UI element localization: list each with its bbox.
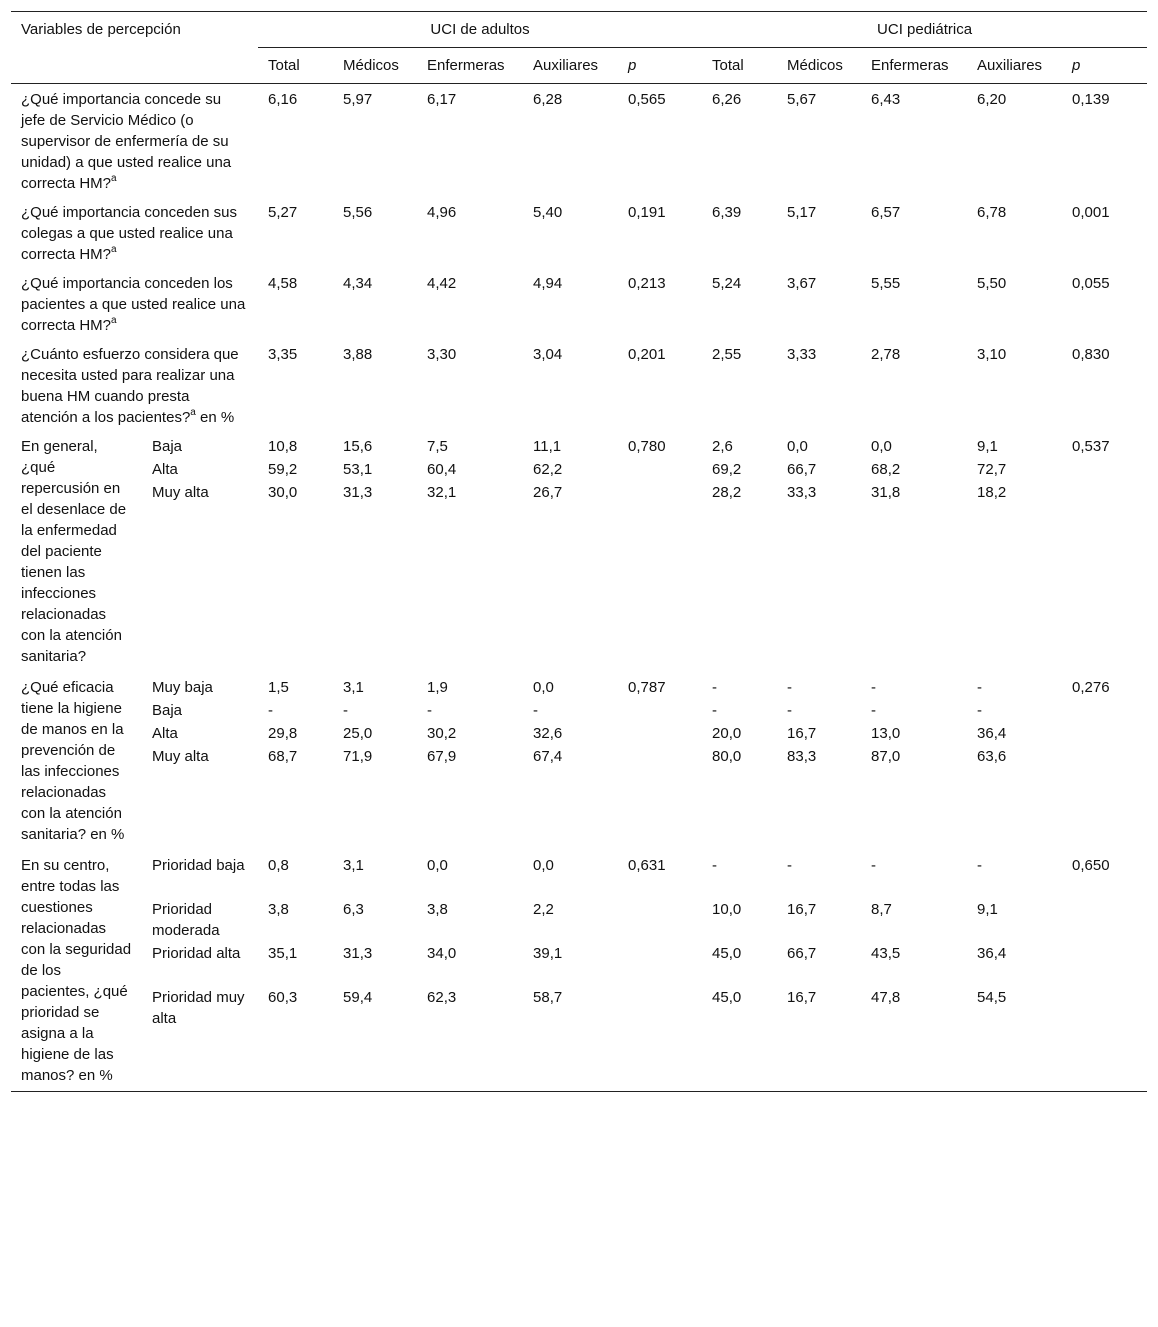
value: -: [787, 702, 793, 719]
value: 43,5: [871, 945, 901, 962]
value: -: [533, 702, 539, 719]
value: 11,1: [533, 438, 562, 455]
value: 31,8: [871, 484, 901, 501]
col-auxiliares-adults: Auxiliares: [523, 48, 618, 84]
value: -: [871, 679, 877, 696]
value: 3,8: [268, 901, 289, 918]
value-cell: 5,27: [268, 204, 298, 221]
col-total-adults: Total: [258, 48, 333, 84]
value: 68,7: [268, 748, 298, 765]
col-medicos-pediatric: Médicos: [777, 48, 861, 84]
value: 45,0: [712, 989, 742, 1006]
value: 80,0: [712, 748, 742, 765]
value: -: [427, 702, 433, 719]
value: -: [343, 702, 349, 719]
value: 1,9: [427, 679, 448, 696]
value: 58,7: [533, 989, 563, 1006]
header-blank: [11, 48, 258, 84]
value: 54,5: [977, 989, 1007, 1006]
question-cell: ¿Qué importancia concede su jefe de Servicio Médico (o supervisor de enfermería de su unidad) a que usted realice una correcta HM?$^a$: [21, 91, 232, 192]
value: 9,1: [977, 901, 998, 918]
value: 9,1: [977, 438, 998, 455]
table-row: [11, 84, 1147, 198]
pediatric-group-header: UCI pediátrica: [702, 12, 1147, 48]
value-cell: 4,34: [343, 275, 373, 292]
p-value-cell: 0,001: [1072, 204, 1110, 221]
value: 2,2: [533, 901, 554, 918]
value-cell: 6,78: [977, 204, 1007, 221]
level-label: Alta: [152, 725, 178, 742]
level-label: Muy baja: [152, 679, 213, 696]
value-cell: [258, 672, 333, 850]
value: 31,3: [343, 484, 373, 501]
value: -: [712, 857, 718, 874]
value: -: [977, 679, 983, 696]
p-value-cell: 0,787: [628, 679, 666, 696]
value-cell: 5,24: [712, 275, 742, 292]
value: 68,2: [871, 461, 901, 478]
value-cell: 6,17: [427, 91, 457, 108]
value-cell: [702, 672, 777, 850]
value: 15,6: [343, 438, 373, 455]
value: 30,2: [427, 725, 457, 742]
perception-table: [11, 11, 1147, 1092]
col-medicos-adults: Médicos: [333, 48, 417, 84]
col-p-pediatric: p: [1062, 48, 1147, 84]
value-cell: 3,88: [343, 346, 373, 363]
value: 39,1: [533, 945, 563, 962]
level-label: Muy alta: [152, 484, 209, 501]
value: 16,7: [787, 989, 817, 1006]
group-header-row: [11, 12, 1147, 48]
value-cell: 3,10: [977, 346, 1007, 363]
subcolumn-header-row: [11, 48, 1147, 84]
level-label: Alta: [152, 461, 178, 478]
value-cell: 3,35: [268, 346, 298, 363]
value: 0,0: [427, 857, 448, 874]
value-cell: 6,43: [871, 91, 901, 108]
p-value-cell: 0,276: [1072, 679, 1110, 696]
value-cell: [702, 850, 777, 1092]
value: 67,4: [533, 748, 563, 765]
p-value-cell: 0,780: [628, 438, 666, 455]
value-cell: 4,96: [427, 204, 457, 221]
value: 67,9: [427, 748, 457, 765]
value: -: [712, 702, 718, 719]
table-row-group-repercusion: [11, 431, 1147, 672]
value-cell: 5,55: [871, 275, 901, 292]
question-cell: ¿Qué eficacia tiene la higiene de manos en la prevención de las infecciones relacionadas con la atención sanitaria? en %: [21, 679, 125, 843]
value: 59,2: [268, 461, 298, 478]
value: -: [871, 702, 877, 719]
value: 26,7: [533, 484, 563, 501]
level-label: Prioridad muy alta: [152, 989, 245, 1027]
value: 59,4: [343, 989, 373, 1006]
value: -: [268, 702, 274, 719]
value-cell: 4,42: [427, 275, 457, 292]
question-cell: En su centro, entre todas las cuestiones relacionadas con la seguridad de los pacientes, ¿qué prioridad se asigna a la higiene de las manos? en %: [21, 857, 132, 1084]
value-cell: 5,67: [787, 91, 817, 108]
value-cell: 6,20: [977, 91, 1007, 108]
level-cell: [142, 431, 258, 672]
value: 29,8: [268, 725, 298, 742]
value: 16,7: [787, 725, 817, 742]
value: -: [787, 679, 793, 696]
value: 8,7: [871, 901, 892, 918]
value-cell: [417, 850, 523, 1092]
value: 0,0: [533, 857, 554, 874]
level-cell: [142, 672, 258, 850]
table-row: [11, 268, 1147, 339]
col-enfermeras-pediatric: Enfermeras: [861, 48, 967, 84]
value: 33,3: [787, 484, 817, 501]
value: 32,6: [533, 725, 563, 742]
value: 0,8: [268, 857, 289, 874]
value-cell: 4,58: [268, 275, 298, 292]
level-label: Prioridad baja: [152, 857, 245, 874]
value: 28,2: [712, 484, 742, 501]
p-value-cell: 0,213: [628, 275, 666, 292]
value: 3,8: [427, 901, 448, 918]
value: 31,3: [343, 945, 373, 962]
table-row-group-prioridad: [11, 850, 1147, 1092]
value-cell: [523, 850, 618, 1092]
value-cell: 6,26: [712, 91, 742, 108]
value: 60,4: [427, 461, 457, 478]
level-label: Baja: [152, 702, 183, 719]
value: 25,0: [343, 725, 373, 742]
value: 6,3: [343, 901, 364, 918]
value: 60,3: [268, 989, 298, 1006]
value-cell: 5,97: [343, 91, 373, 108]
value: -: [787, 857, 793, 874]
value: 7,5: [427, 438, 448, 455]
value: 71,9: [343, 748, 373, 765]
value-cell: [523, 431, 618, 672]
value: 34,0: [427, 945, 457, 962]
value: 13,0: [871, 725, 901, 742]
value: 87,0: [871, 748, 901, 765]
value: 63,6: [977, 748, 1007, 765]
p-value-cell: 0,631: [628, 857, 666, 874]
col-total-pediatric: Total: [702, 48, 777, 84]
value-cell: [777, 850, 861, 1092]
value: -: [977, 702, 983, 719]
table-row-group-eficacia: [11, 672, 1147, 850]
p-value-cell: 0,055: [1072, 275, 1110, 292]
value: -: [977, 857, 983, 874]
value-cell: 5,40: [533, 204, 563, 221]
question-cell: ¿Qué importancia conceden sus colegas a que usted realice una correcta HM?$^a$: [21, 204, 237, 263]
value: 0,0: [533, 679, 554, 696]
value-cell: [333, 850, 417, 1092]
p-value-cell: 0,191: [628, 204, 666, 221]
value-cell: [523, 672, 618, 850]
value: 69,2: [712, 461, 742, 478]
value-cell: [258, 850, 333, 1092]
table-row: [11, 197, 1147, 268]
level-cell: [142, 850, 258, 1092]
value: 32,1: [427, 484, 457, 501]
level-label: Prioridad alta: [152, 945, 241, 962]
value-cell: 6,39: [712, 204, 742, 221]
level-label: Muy alta: [152, 748, 209, 765]
col-enfermeras-adults: Enfermeras: [417, 48, 523, 84]
value: 66,7: [787, 461, 817, 478]
value-cell: 6,57: [871, 204, 901, 221]
value: 0,0: [871, 438, 892, 455]
value: 62,3: [427, 989, 457, 1006]
value: 2,6: [712, 438, 733, 455]
value: 62,2: [533, 461, 563, 478]
value-cell: [967, 850, 1062, 1092]
value: 3,1: [343, 679, 364, 696]
question-cell: En general, ¿qué repercusión en el desenlace de la enfermedad del paciente tienen las infecciones relacionadas con la atención sanitaria?: [21, 438, 127, 665]
p-value-cell: 0,650: [1072, 857, 1110, 874]
value-cell: [861, 850, 967, 1092]
question-cell: ¿Qué importancia conceden los pacientes a que usted realice una correcta HM?$^a$: [21, 275, 246, 334]
value: 10,8: [268, 438, 298, 455]
value: 18,2: [977, 484, 1007, 501]
p-value-cell: 0,830: [1072, 346, 1110, 363]
question-cell: ¿Cuánto esfuerzo considera que necesita usted para realizar una buena HM cuando presta atención a los pacientes?$^a$ en %: [21, 346, 239, 426]
value: 53,1: [343, 461, 373, 478]
value-cell: 2,55: [712, 346, 742, 363]
value: 36,4: [977, 725, 1007, 742]
value-cell: 6,16: [268, 91, 298, 108]
value-cell: [333, 672, 417, 850]
p-value-cell: 0,565: [628, 91, 666, 108]
value-cell: [258, 431, 333, 672]
value-cell: 4,94: [533, 275, 563, 292]
value: 66,7: [787, 945, 817, 962]
value: 36,4: [977, 945, 1007, 962]
col-auxiliares-pediatric: Auxiliares: [967, 48, 1062, 84]
value-cell: 5,17: [787, 204, 817, 221]
value: -: [871, 857, 877, 874]
p-value-cell: 0,537: [1072, 438, 1110, 455]
adults-group-header: UCI de adultos: [258, 12, 702, 48]
value: 72,7: [977, 461, 1007, 478]
value-cell: [777, 431, 861, 672]
level-label: Baja: [152, 438, 183, 455]
value: 83,3: [787, 748, 817, 765]
value-cell: [417, 672, 523, 850]
value-cell: [967, 431, 1062, 672]
value: 10,0: [712, 901, 742, 918]
value: 20,0: [712, 725, 742, 742]
value-cell: [333, 431, 417, 672]
value: 47,8: [871, 989, 901, 1006]
value-cell: 6,28: [533, 91, 563, 108]
col-p-adults: p: [618, 48, 702, 84]
value: 35,1: [268, 945, 298, 962]
level-label: Prioridad moderada: [152, 901, 220, 939]
value-cell: [861, 431, 967, 672]
value-cell: [861, 672, 967, 850]
value: 3,1: [343, 857, 364, 874]
p-value-cell: 0,139: [1072, 91, 1110, 108]
value-cell: [702, 431, 777, 672]
value: -: [712, 679, 718, 696]
value: 45,0: [712, 945, 742, 962]
value: 30,0: [268, 484, 298, 501]
value-cell: 5,56: [343, 204, 373, 221]
value-cell: 3,30: [427, 346, 457, 363]
value: 1,5: [268, 679, 289, 696]
value-cell: [967, 672, 1062, 850]
value-cell: 5,50: [977, 275, 1007, 292]
value-cell: 3,67: [787, 275, 817, 292]
value-cell: 3,04: [533, 346, 563, 363]
value: 16,7: [787, 901, 817, 918]
p-value-cell: 0,201: [628, 346, 666, 363]
value-cell: 3,33: [787, 346, 817, 363]
value-cell: 2,78: [871, 346, 901, 363]
table-row: [11, 339, 1147, 431]
value-cell: [777, 672, 861, 850]
value-cell: [417, 431, 523, 672]
value: 0,0: [787, 438, 808, 455]
variables-header: Variables de percepción: [21, 21, 181, 38]
